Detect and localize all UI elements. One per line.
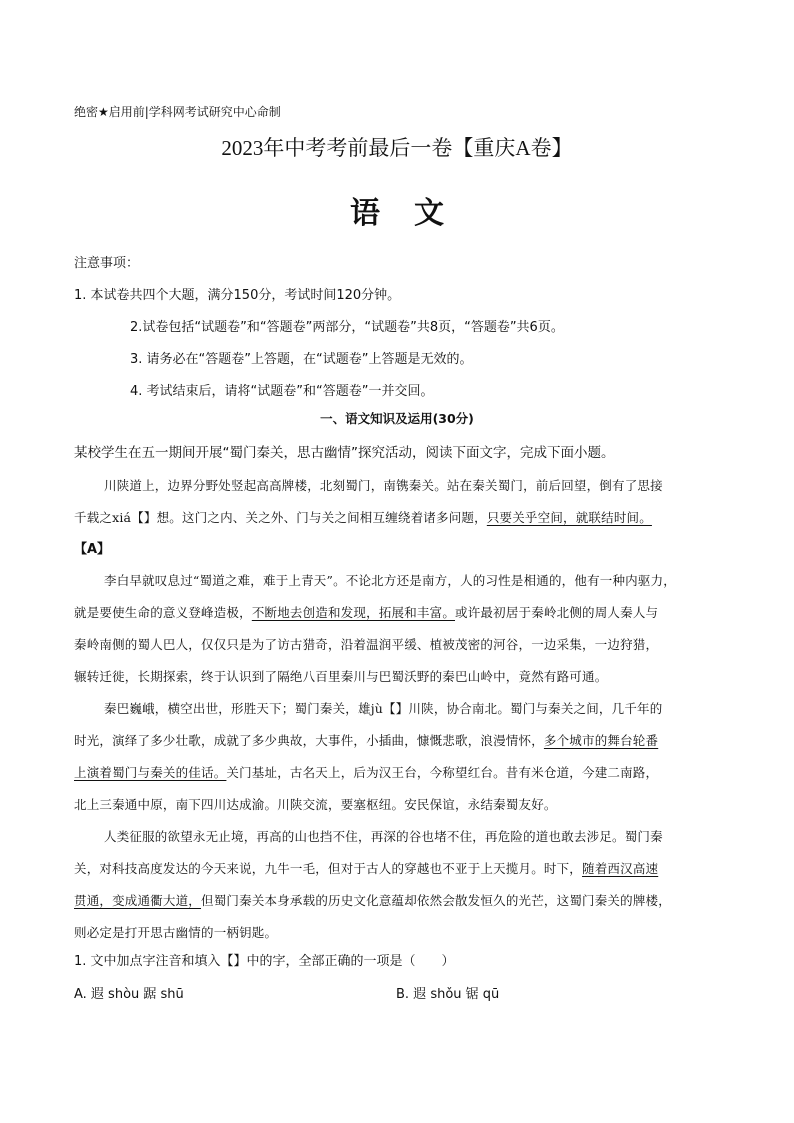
underlined-sentence: 多个城市的舞台轮番 bbox=[543, 733, 659, 748]
passage-line: 川陕道上，边界分野处竖起高高牌楼，北刻蜀门，南镌秦关。站在秦关蜀门，前后回望，倒有了思接 bbox=[104, 478, 663, 493]
passage-line bbox=[74, 859, 658, 877]
exam-title: 2023年中考考前最后一卷【重庆A卷】 bbox=[221, 136, 573, 160]
subject-title: 语文 bbox=[350, 196, 478, 231]
passage-text: 但蜀门秦关本身承载的历史文化意蕴却依然会散发恒久的光芒，这蜀门秦关的牌楼， bbox=[201, 893, 671, 908]
paragraph-marker: 【A】 bbox=[74, 542, 111, 557]
passage-line: 李白早就叹息过“蜀道之难，难于上青天”。不论北方还是南方，人的习性是相通的，他有一种内驱力， bbox=[104, 573, 676, 588]
underlined-sentence: 不断地去创造和发现，拓展和丰富。 bbox=[251, 605, 456, 620]
passage-text: 或许最初居于秦岭北侧的周人秦人与 bbox=[455, 605, 659, 620]
passage-line bbox=[74, 603, 658, 621]
passage-line: 人类征服的欲望永无止境，再高的山也挡不住，再深的谷也堵不住，再危险的道也敢去涉足。蜀门秦 bbox=[104, 829, 663, 844]
notice-item-3: 3. 请务必在“答题卷”上答题，在“试题卷”上答题是无效的。 bbox=[130, 352, 473, 367]
passage-text: 关门基址，古名天上，后为汉王台，今称望红台。昔有米仓道，今建二南路， bbox=[226, 765, 659, 780]
passage-line bbox=[74, 891, 671, 909]
notice-heading: 注意事项： bbox=[74, 256, 140, 271]
section-heading: 一、语文知识及运用(30分) bbox=[320, 411, 474, 426]
underlined-sentence: 贯通，变成通衢大道， bbox=[74, 893, 202, 908]
passage-line: 则必定是打开思古幽情的一柄钥匙。 bbox=[74, 925, 278, 940]
passage-line: 秦岭南侧的蜀人巴人，仅仅只是为了访古猎奇，沿着温润平缓、植被茂密的河谷，一边采集，一边狩猎， bbox=[74, 637, 659, 652]
passage-line bbox=[74, 763, 658, 781]
passage-line bbox=[74, 508, 652, 526]
underlined-sentence: 随着西汉高速 bbox=[582, 861, 659, 876]
confidential-note: 绝密★启用前|学科网考试研究中心命制 bbox=[74, 105, 281, 119]
passage-text: 就是要使生命的意义登峰造极， bbox=[74, 605, 252, 620]
passage-text: 时光，演绎了多少壮歌，成就了多少典故，大事件，小插曲，慷慨悲歌，浪漫情怀， bbox=[74, 733, 544, 748]
option-b: B. 遐 shǒu 锯 qū bbox=[396, 987, 500, 1002]
notice-item-4: 4. 考试结束后，请将“试题卷”和“答题卷”一并交回。 bbox=[130, 384, 434, 399]
question-stem: 1. 文中加点字注音和填入【】中的字，全部正确的一项是（ ） bbox=[74, 954, 455, 969]
passage-line: 秦巴巍峨，横空出世，形胜天下；蜀门秦关，雄jù【】川陕，协合南北。蜀门与秦关之间，几千年的 bbox=[104, 701, 663, 716]
passage-line: 辗转迁徙，长期探索，终于认识到了隔绝八百里秦川与巴蜀沃野的秦巴山岭中，竟然有路可通。 bbox=[74, 669, 608, 684]
notice-item-2: 2.试卷包括“试题卷”和“答题卷”两部分，“试题卷”共8页，“答题卷”共6页。 bbox=[130, 320, 564, 335]
passage-text: 千载之xiá【】想。这门之内、关之外、门与关之间相互缠绕着诸多问题， bbox=[74, 510, 487, 525]
passage-line: 北上三秦通中原，南下四川达成渝。川陕交流，要塞枢纽。安民保谊，永结秦蜀友好。 bbox=[74, 797, 557, 812]
underlined-sentence: 上演着蜀门与秦关的佳话。 bbox=[74, 765, 227, 780]
passage-line bbox=[74, 731, 658, 749]
section-intro: 某校学生在五一期间开展“蜀门秦关，思古幽情”探究活动，阅读下面文字，完成下面小题。 bbox=[74, 445, 615, 461]
notice-item-1: 1. 本试卷共四个大题，满分150分，考试时间120分钟。 bbox=[74, 288, 401, 303]
option-a: A. 遐 shòu 踞 shū bbox=[74, 987, 184, 1002]
underlined-sentence: 只要关乎空间，就联结时间。 bbox=[486, 510, 652, 525]
passage-text: 关，对科技高度发达的今天来说，九牛一毛，但对于古人的穿越也不亚于上天揽月。时下， bbox=[74, 861, 583, 876]
